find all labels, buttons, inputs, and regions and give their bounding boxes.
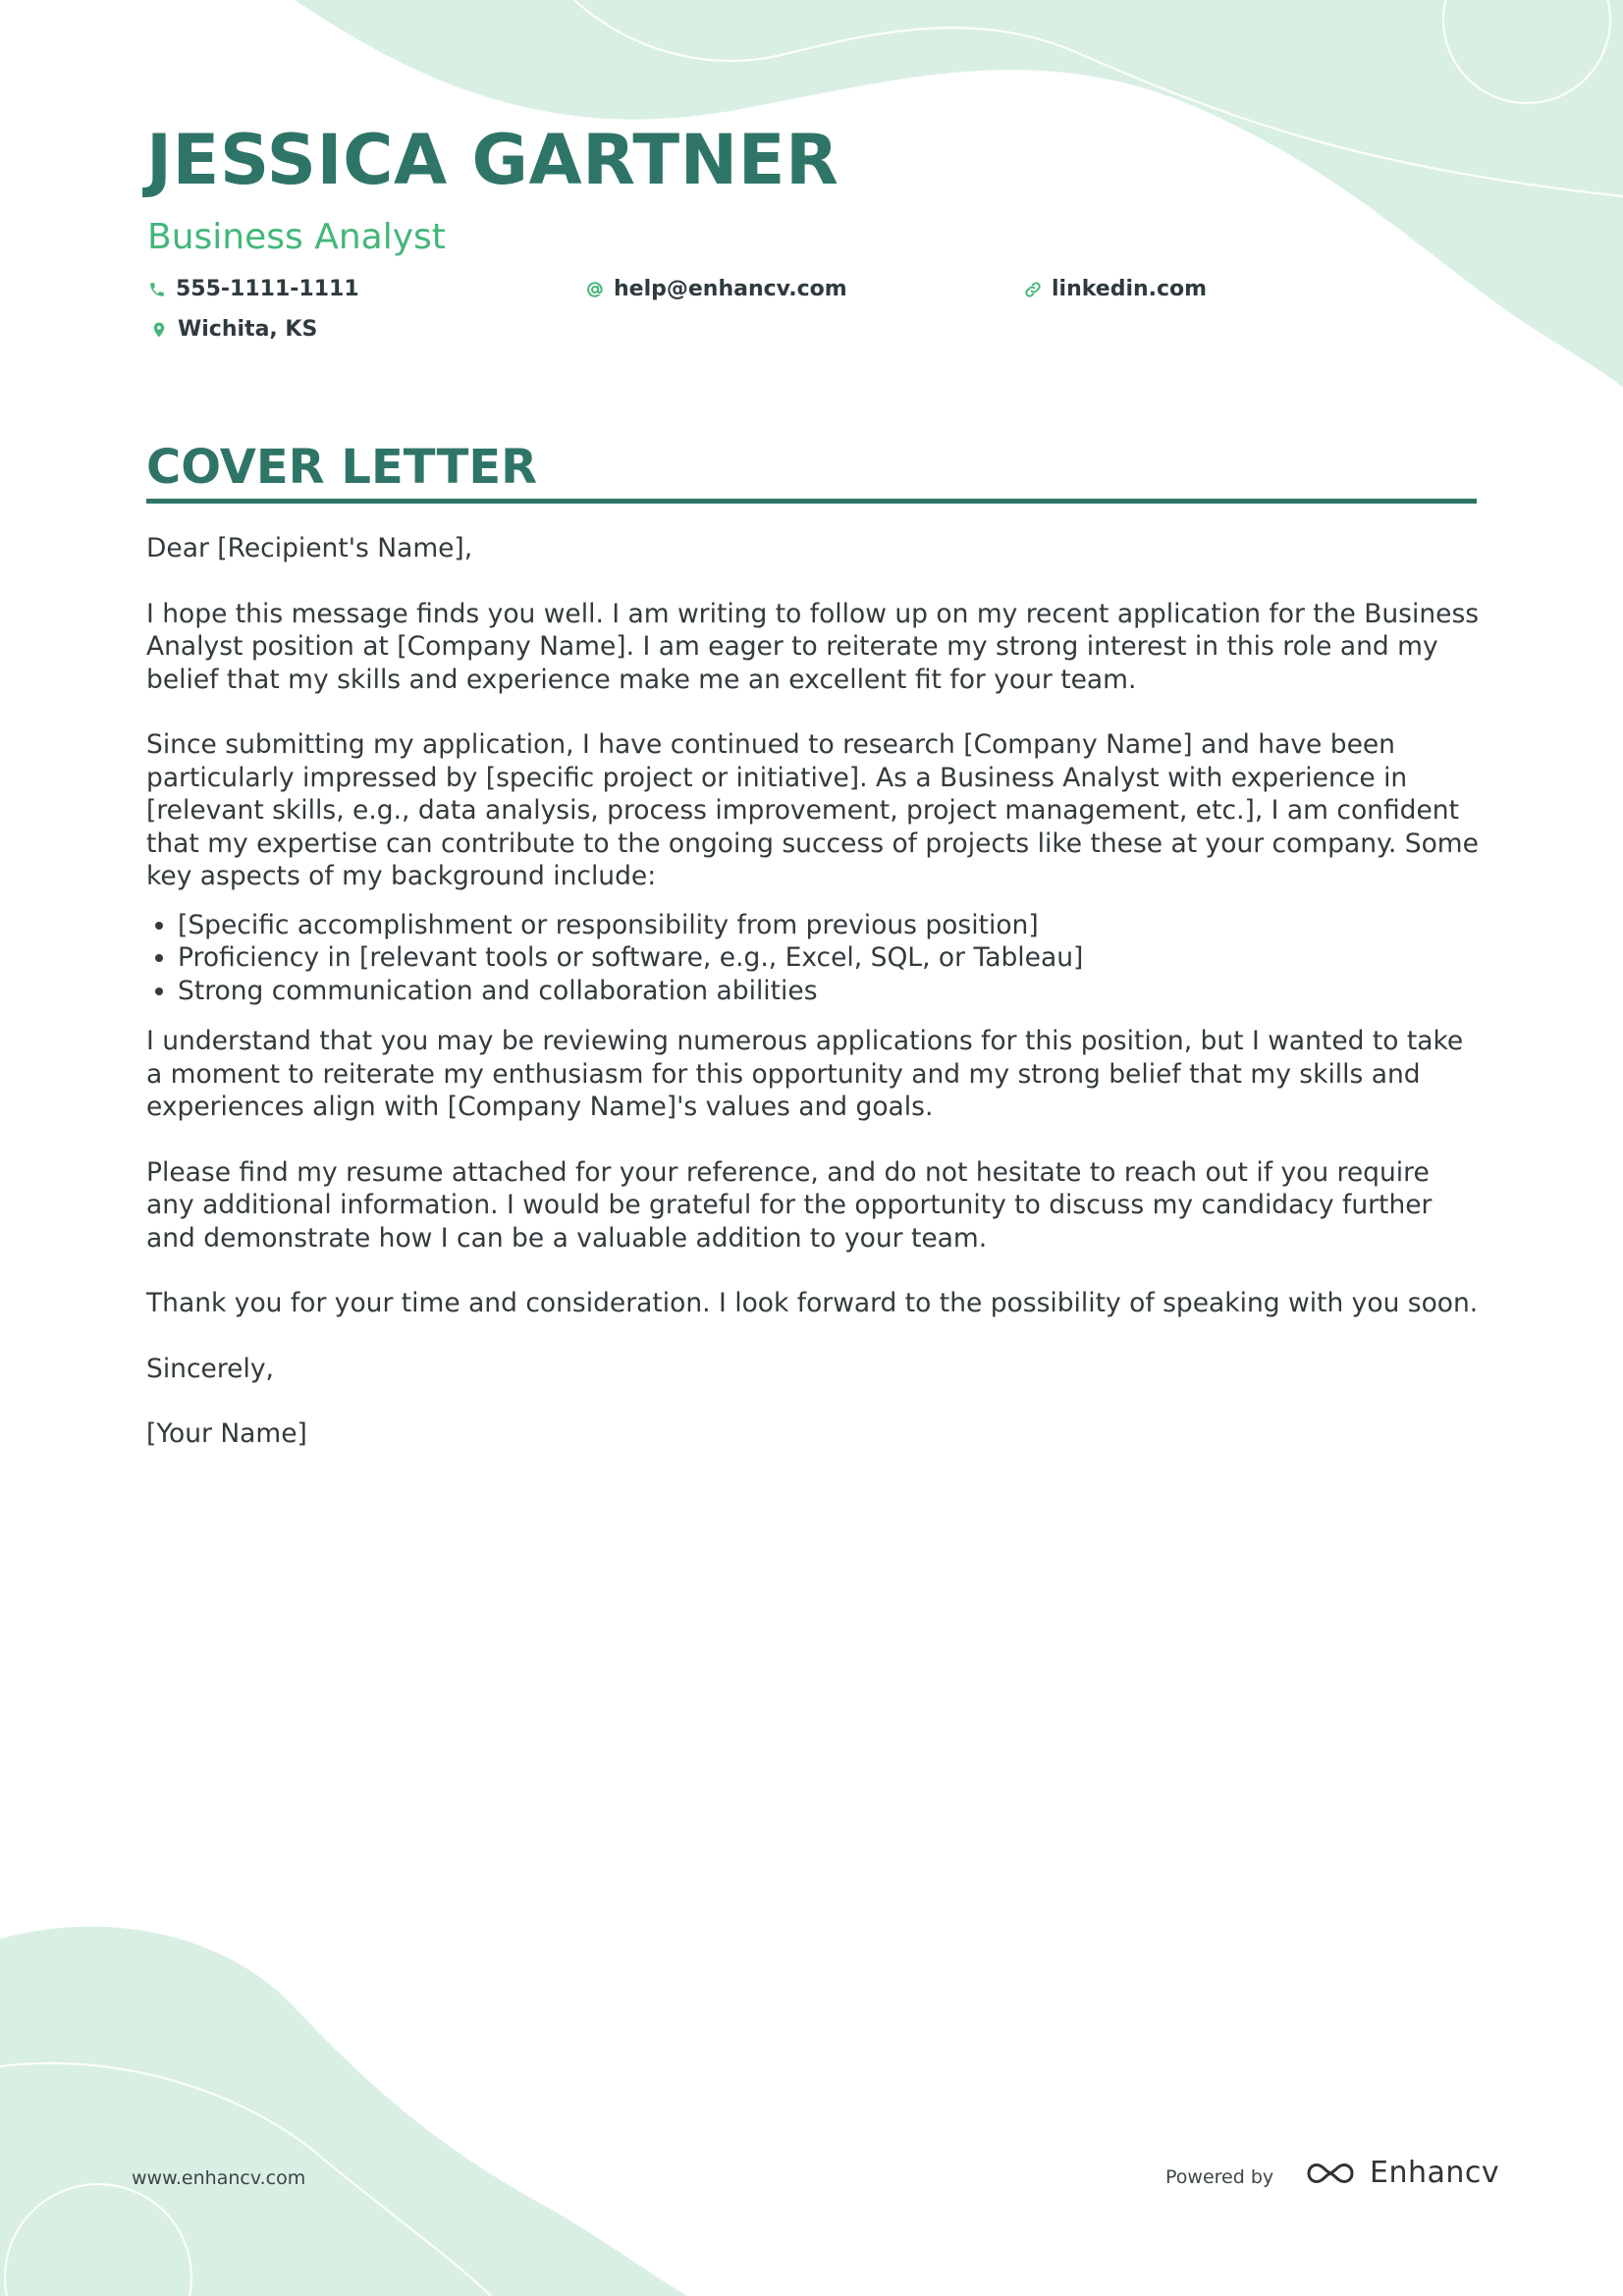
link-icon — [1024, 281, 1042, 298]
bullet-item: • Strong communication and collaboration abilities — [178, 975, 1482, 1008]
section-divider — [146, 499, 1477, 504]
candidate-name: JESSICA GARTNER — [146, 120, 839, 200]
contact-email[interactable] — [586, 279, 847, 300]
brand-name: Enhancv — [1370, 2156, 1500, 2190]
paragraph: I understand that you may be reviewing numerous applications for this position, but I wanted to take a moment to reiterate my enthusiasm for this opportunity and my strong belief that my skills and experiences align with [Company Name]'s values and goals. — [146, 1026, 1464, 1122]
location-text: Wichita, KS — [178, 317, 318, 342]
letter-body — [146, 532, 1482, 1483]
phone-icon — [148, 281, 166, 298]
candidate-role: Business Analyst — [147, 217, 446, 257]
bullet-item: • [Specific accomplishment or responsibility from previous position] — [178, 909, 1482, 942]
closing: Sincerely, — [146, 1353, 274, 1384]
paragraph: Thank you for your time and consideration. I look forward to the possibility of speaking with you soon. — [146, 1288, 1479, 1318]
location-pin-icon — [150, 321, 168, 339]
powered-by-label: Powered by — [1165, 2166, 1274, 2188]
at-icon — [586, 281, 604, 298]
contact-linkedin[interactable] — [1024, 279, 1207, 300]
bullet-list — [146, 909, 1482, 1008]
salutation: Dear [Recipient's Name], — [146, 533, 473, 563]
signature: [Your Name] — [146, 1418, 307, 1449]
contact-phone — [148, 279, 359, 300]
footer-website[interactable]: www.enhancv.com — [132, 2167, 306, 2189]
email-text[interactable]: help@enhancv.com — [614, 277, 847, 301]
brand-logo[interactable] — [1303, 2158, 1499, 2189]
enhancv-logo-icon — [1303, 2158, 1358, 2189]
contact-location — [150, 319, 317, 341]
paragraph: Please find my resume attached for your reference, and do not hesitate to reach out if you require any additional information. I would be grateful for the opportunity to discuss my candidacy further and demonstrate how I can be a valuable addition to your team. — [146, 1156, 1433, 1254]
phone-text: 555-1111-1111 — [176, 277, 359, 301]
linkedin-text[interactable]: linkedin.com — [1052, 277, 1208, 301]
paragraph: I hope this message finds you well. I am writing to follow up on my recent application for the Business Analyst position at [Company Name]. I am eager to reiterate my strong interest in this role and my belief that my skills and experience make me an excellent fit for your team. — [146, 598, 1480, 695]
section-title: COVER LETTER — [146, 440, 538, 495]
bullet-item: • Proficiency in [relevant tools or software, e.g., Excel, SQL, or Tableau] — [178, 941, 1482, 975]
paragraph: Since submitting my application, I have continued to research [Company Name] and have been particularly impressed by [specific project or initiative]. As a Business Analyst with experience in [relevant skills, e.g., data analysis, process improvement, project management, etc.], I am confident that my expertise can contribute to the ongoing success of projects like these at your company. Some key aspects of my background include: — [146, 729, 1479, 891]
